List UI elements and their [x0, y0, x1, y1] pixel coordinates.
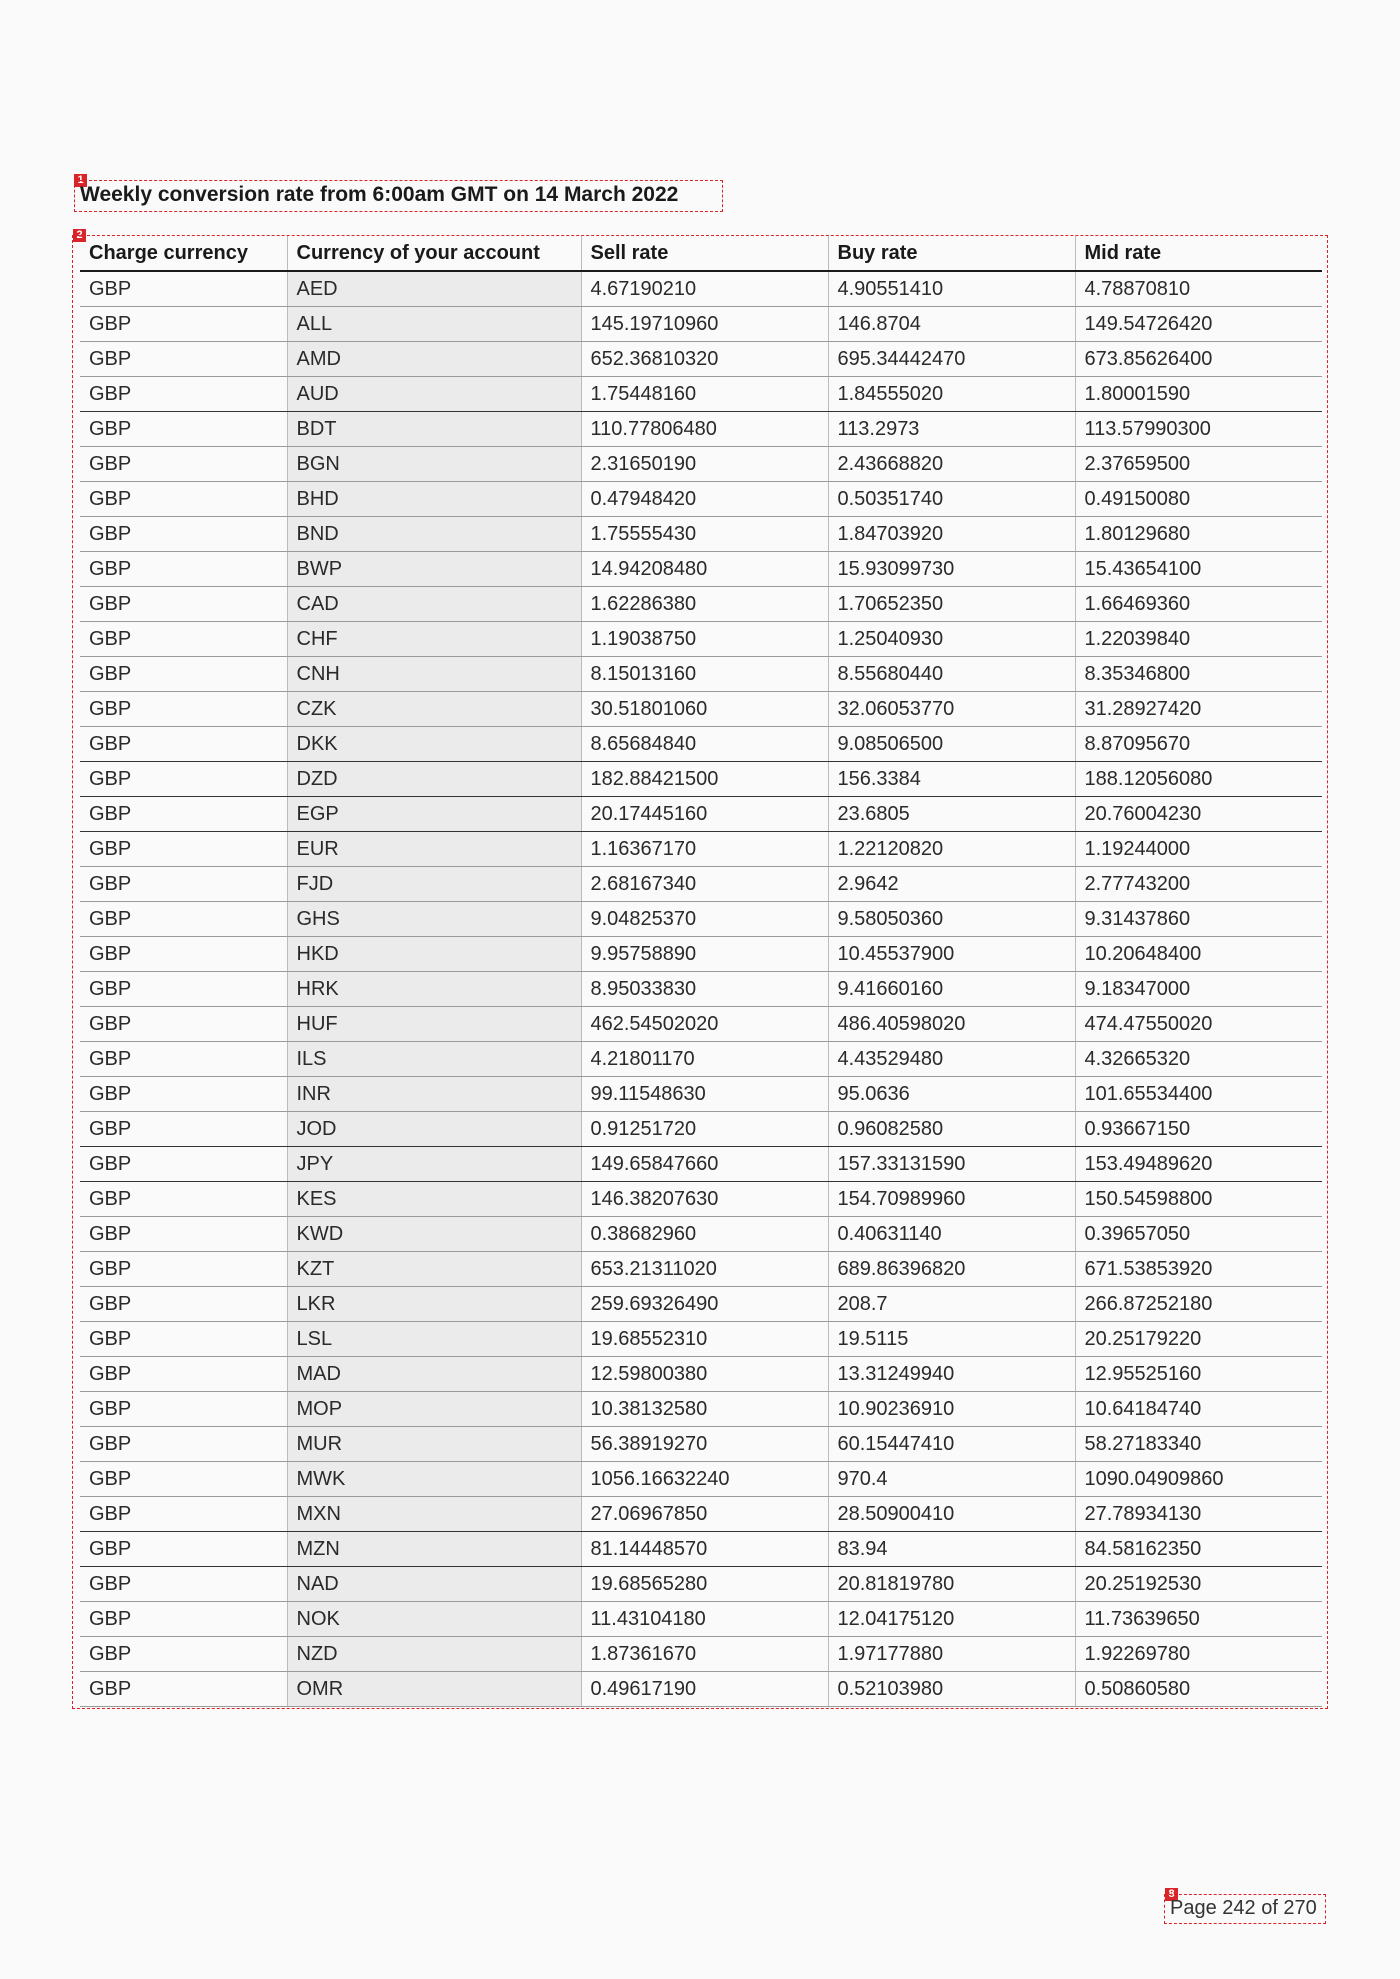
region-badge: 8: [1165, 1888, 1178, 1901]
buy-rate-cell: 157.33131590: [828, 1147, 1075, 1182]
charge-currency-cell: GBP: [80, 1217, 287, 1252]
charge-currency-cell: GBP: [80, 1567, 287, 1602]
account-currency-cell: CZK: [287, 692, 581, 727]
buy-rate-cell: 0.40631140: [828, 1217, 1075, 1252]
charge-currency-cell: GBP: [80, 1427, 287, 1462]
account-currency-cell: HKD: [287, 937, 581, 972]
mid-rate-cell: 671.53853920: [1075, 1252, 1322, 1287]
mid-rate-cell: 1.80001590: [1075, 377, 1322, 412]
sell-rate-cell: 462.54502020: [581, 1007, 828, 1042]
mid-rate-cell: 266.87252180: [1075, 1287, 1322, 1322]
sell-rate-cell: 8.15013160: [581, 657, 828, 692]
buy-rate-cell: 9.58050360: [828, 902, 1075, 937]
mid-rate-cell: 27.78934130: [1075, 1497, 1322, 1532]
account-currency-cell: MOP: [287, 1392, 581, 1427]
mid-rate-cell: 20.25192530: [1075, 1567, 1322, 1602]
buy-rate-cell: 9.41660160: [828, 972, 1075, 1007]
sell-rate-cell: 145.19710960: [581, 307, 828, 342]
charge-currency-cell: GBP: [80, 1252, 287, 1287]
table-row: [80, 867, 1322, 902]
mid-rate-cell: 10.64184740: [1075, 1392, 1322, 1427]
buy-rate-cell: 970.4: [828, 1462, 1075, 1497]
sell-rate-cell: 9.04825370: [581, 902, 828, 937]
buy-rate-cell: 28.50900410: [828, 1497, 1075, 1532]
charge-currency-cell: GBP: [80, 517, 287, 552]
buy-rate-cell: 32.06053770: [828, 692, 1075, 727]
account-currency-cell: ALL: [287, 307, 581, 342]
account-currency-cell: FJD: [287, 867, 581, 902]
sell-rate-cell: 19.68565280: [581, 1567, 828, 1602]
table-row: [80, 1637, 1322, 1672]
sell-rate-cell: 99.11548630: [581, 1077, 828, 1112]
account-currency-cell: KES: [287, 1182, 581, 1217]
sell-rate-cell: 259.69326490: [581, 1287, 828, 1322]
buy-rate-cell: 2.43668820: [828, 447, 1075, 482]
charge-currency-cell: GBP: [80, 1357, 287, 1392]
table-row: [80, 1287, 1322, 1322]
mid-rate-cell: 2.37659500: [1075, 447, 1322, 482]
sell-rate-cell: 9.95758890: [581, 937, 828, 972]
sell-rate-cell: 4.21801170: [581, 1042, 828, 1077]
mid-rate-cell: 8.87095670: [1075, 727, 1322, 762]
table-row: [80, 1322, 1322, 1357]
account-currency-cell: CHF: [287, 622, 581, 657]
buy-rate-cell: 4.90551410: [828, 271, 1075, 307]
charge-currency-cell: GBP: [80, 867, 287, 902]
mid-rate-cell: 20.76004230: [1075, 797, 1322, 832]
column-header-sell-rate: Sell rate: [581, 236, 828, 271]
sell-rate-cell: 0.47948420: [581, 482, 828, 517]
sell-rate-cell: 182.88421500: [581, 762, 828, 797]
charge-currency-cell: GBP: [80, 1077, 287, 1112]
table-row: [80, 797, 1322, 832]
account-currency-cell: MXN: [287, 1497, 581, 1532]
account-currency-cell: HRK: [287, 972, 581, 1007]
table-row: [80, 622, 1322, 657]
charge-currency-cell: GBP: [80, 1672, 287, 1707]
account-currency-cell: GHS: [287, 902, 581, 937]
charge-currency-cell: GBP: [80, 1007, 287, 1042]
column-header-account-currency: Currency of your account: [287, 236, 581, 271]
sell-rate-cell: 11.43104180: [581, 1602, 828, 1637]
charge-currency-cell: GBP: [80, 412, 287, 447]
charge-currency-cell: GBP: [80, 727, 287, 762]
charge-currency-cell: GBP: [80, 482, 287, 517]
account-currency-cell: LKR: [287, 1287, 581, 1322]
charge-currency-cell: GBP: [80, 972, 287, 1007]
table-row: [80, 1147, 1322, 1182]
charge-currency-cell: GBP: [80, 622, 287, 657]
sell-rate-cell: 1.75448160: [581, 377, 828, 412]
buy-rate-cell: 4.43529480: [828, 1042, 1075, 1077]
table-row: [80, 1252, 1322, 1287]
buy-rate-cell: 1.84555020: [828, 377, 1075, 412]
sell-rate-cell: 81.14448570: [581, 1532, 828, 1567]
table-row: [80, 1042, 1322, 1077]
sell-rate-cell: 4.67190210: [581, 271, 828, 307]
mid-rate-cell: 1.66469360: [1075, 587, 1322, 622]
table-row: [80, 482, 1322, 517]
account-currency-cell: DZD: [287, 762, 581, 797]
table-row: [80, 1567, 1322, 1602]
table-row: [80, 1392, 1322, 1427]
table-row: [80, 517, 1322, 552]
sell-rate-cell: 8.95033830: [581, 972, 828, 1007]
charge-currency-cell: GBP: [80, 1497, 287, 1532]
sell-rate-cell: 10.38132580: [581, 1392, 828, 1427]
table-row: [80, 412, 1322, 447]
region-badge: 2: [73, 229, 86, 242]
buy-rate-cell: 208.7: [828, 1287, 1075, 1322]
buy-rate-cell: 113.2973: [828, 412, 1075, 447]
sell-rate-cell: 1.87361670: [581, 1637, 828, 1672]
charge-currency-cell: GBP: [80, 937, 287, 972]
mid-rate-cell: 4.32665320: [1075, 1042, 1322, 1077]
charge-currency-cell: GBP: [80, 377, 287, 412]
buy-rate-cell: 1.84703920: [828, 517, 1075, 552]
sell-rate-cell: 14.94208480: [581, 552, 828, 587]
account-currency-cell: CAD: [287, 587, 581, 622]
sell-rate-cell: 19.68552310: [581, 1322, 828, 1357]
charge-currency-cell: GBP: [80, 271, 287, 307]
account-currency-cell: AED: [287, 271, 581, 307]
buy-rate-cell: 1.22120820: [828, 832, 1075, 867]
charge-currency-cell: GBP: [80, 1147, 287, 1182]
buy-rate-cell: 23.6805: [828, 797, 1075, 832]
table-row: [80, 307, 1322, 342]
table-row: [80, 727, 1322, 762]
account-currency-cell: LSL: [287, 1322, 581, 1357]
sell-rate-cell: 110.77806480: [581, 412, 828, 447]
charge-currency-cell: GBP: [80, 692, 287, 727]
account-currency-cell: BND: [287, 517, 581, 552]
account-currency-cell: KWD: [287, 1217, 581, 1252]
account-currency-cell: JOD: [287, 1112, 581, 1147]
column-header-charge-currency: Charge currency: [80, 236, 287, 271]
mid-rate-cell: 474.47550020: [1075, 1007, 1322, 1042]
table-row: [80, 832, 1322, 867]
sell-rate-cell: 0.49617190: [581, 1672, 828, 1707]
account-currency-cell: BHD: [287, 482, 581, 517]
buy-rate-cell: 154.70989960: [828, 1182, 1075, 1217]
table-row: [80, 377, 1322, 412]
mid-rate-cell: 9.31437860: [1075, 902, 1322, 937]
mid-rate-cell: 150.54598800: [1075, 1182, 1322, 1217]
charge-currency-cell: GBP: [80, 1182, 287, 1217]
buy-rate-cell: 695.34442470: [828, 342, 1075, 377]
table-row: [80, 552, 1322, 587]
mid-rate-cell: 113.57990300: [1075, 412, 1322, 447]
mid-rate-cell: 20.25179220: [1075, 1322, 1322, 1357]
charge-currency-cell: GBP: [80, 902, 287, 937]
page-title: Weekly conversion rate from 6:00am GMT on 14 March 2022: [80, 183, 679, 206]
mid-rate-cell: 11.73639650: [1075, 1602, 1322, 1637]
table-row: [80, 762, 1322, 797]
buy-rate-cell: 156.3384: [828, 762, 1075, 797]
account-currency-cell: CNH: [287, 657, 581, 692]
column-header-mid-rate: Mid rate: [1075, 236, 1322, 271]
charge-currency-cell: GBP: [80, 797, 287, 832]
mid-rate-cell: 2.77743200: [1075, 867, 1322, 902]
table-row: [80, 1602, 1322, 1637]
table-row: [80, 1532, 1322, 1567]
account-currency-cell: INR: [287, 1077, 581, 1112]
buy-rate-cell: 83.94: [828, 1532, 1075, 1567]
sell-rate-cell: 653.21311020: [581, 1252, 828, 1287]
mid-rate-cell: 1.92269780: [1075, 1637, 1322, 1672]
mid-rate-cell: 4.78870810: [1075, 271, 1322, 307]
mid-rate-cell: 1.22039840: [1075, 622, 1322, 657]
mid-rate-cell: 0.50860580: [1075, 1672, 1322, 1707]
charge-currency-cell: GBP: [80, 1392, 287, 1427]
sell-rate-cell: 27.06967850: [581, 1497, 828, 1532]
sell-rate-cell: 1.75555430: [581, 517, 828, 552]
table-row: [80, 902, 1322, 937]
table-row: [80, 1672, 1322, 1707]
table-row: [80, 1182, 1322, 1217]
charge-currency-cell: GBP: [80, 1637, 287, 1672]
mid-rate-cell: 673.85626400: [1075, 342, 1322, 377]
sell-rate-cell: 8.65684840: [581, 727, 828, 762]
account-currency-cell: DKK: [287, 727, 581, 762]
buy-rate-cell: 13.31249940: [828, 1357, 1075, 1392]
column-header-buy-rate: Buy rate: [828, 236, 1075, 271]
table-row: [80, 342, 1322, 377]
charge-currency-cell: GBP: [80, 552, 287, 587]
table-row: [80, 1007, 1322, 1042]
account-currency-cell: NOK: [287, 1602, 581, 1637]
sell-rate-cell: 56.38919270: [581, 1427, 828, 1462]
charge-currency-cell: GBP: [80, 1112, 287, 1147]
sell-rate-cell: 2.68167340: [581, 867, 828, 902]
charge-currency-cell: GBP: [80, 307, 287, 342]
sell-rate-cell: 1.16367170: [581, 832, 828, 867]
mid-rate-cell: 10.20648400: [1075, 937, 1322, 972]
charge-currency-cell: GBP: [80, 762, 287, 797]
table-header-row: [80, 236, 1322, 271]
mid-rate-cell: 58.27183340: [1075, 1427, 1322, 1462]
account-currency-cell: BWP: [287, 552, 581, 587]
charge-currency-cell: GBP: [80, 1532, 287, 1567]
mid-rate-cell: 15.43654100: [1075, 552, 1322, 587]
mid-rate-cell: 1090.04909860: [1075, 1462, 1322, 1497]
charge-currency-cell: GBP: [80, 587, 287, 622]
buy-rate-cell: 95.0636: [828, 1077, 1075, 1112]
sell-rate-cell: 30.51801060: [581, 692, 828, 727]
sell-rate-cell: 1.62286380: [581, 587, 828, 622]
charge-currency-cell: GBP: [80, 342, 287, 377]
sell-rate-cell: 20.17445160: [581, 797, 828, 832]
buy-rate-cell: 60.15447410: [828, 1427, 1075, 1462]
charge-currency-cell: GBP: [80, 1287, 287, 1322]
charge-currency-cell: GBP: [80, 447, 287, 482]
buy-rate-cell: 15.93099730: [828, 552, 1075, 587]
buy-rate-cell: 10.90236910: [828, 1392, 1075, 1427]
buy-rate-cell: 19.5115: [828, 1322, 1075, 1357]
buy-rate-cell: 9.08506500: [828, 727, 1075, 762]
account-currency-cell: NZD: [287, 1637, 581, 1672]
table-row: [80, 1217, 1322, 1252]
account-currency-cell: BGN: [287, 447, 581, 482]
sell-rate-cell: 0.38682960: [581, 1217, 828, 1252]
mid-rate-cell: 149.54726420: [1075, 307, 1322, 342]
region-badge: 1: [74, 174, 87, 187]
account-currency-cell: MUR: [287, 1427, 581, 1462]
table-row: [80, 1497, 1322, 1532]
conversion-rate-table: [80, 236, 1322, 1707]
buy-rate-cell: 0.52103980: [828, 1672, 1075, 1707]
buy-rate-cell: 1.70652350: [828, 587, 1075, 622]
table-row: [80, 1112, 1322, 1147]
mid-rate-cell: 9.18347000: [1075, 972, 1322, 1007]
sell-rate-cell: 0.91251720: [581, 1112, 828, 1147]
table-row: [80, 1077, 1322, 1112]
account-currency-cell: HUF: [287, 1007, 581, 1042]
sell-rate-cell: 2.31650190: [581, 447, 828, 482]
mid-rate-cell: 12.95525160: [1075, 1357, 1322, 1392]
mid-rate-cell: 1.19244000: [1075, 832, 1322, 867]
table-row: [80, 1427, 1322, 1462]
account-currency-cell: MAD: [287, 1357, 581, 1392]
charge-currency-cell: GBP: [80, 1042, 287, 1077]
table-row: [80, 1357, 1322, 1392]
table-row: [80, 271, 1322, 307]
sell-rate-cell: 146.38207630: [581, 1182, 828, 1217]
buy-rate-cell: 2.9642: [828, 867, 1075, 902]
table-row: [80, 937, 1322, 972]
buy-rate-cell: 8.55680440: [828, 657, 1075, 692]
account-currency-cell: MZN: [287, 1532, 581, 1567]
charge-currency-cell: GBP: [80, 1602, 287, 1637]
account-currency-cell: AMD: [287, 342, 581, 377]
charge-currency-cell: GBP: [80, 832, 287, 867]
buy-rate-cell: 486.40598020: [828, 1007, 1075, 1042]
charge-currency-cell: GBP: [80, 1462, 287, 1497]
buy-rate-cell: 10.45537900: [828, 937, 1075, 972]
buy-rate-cell: 0.96082580: [828, 1112, 1075, 1147]
account-currency-cell: NAD: [287, 1567, 581, 1602]
table-row: [80, 1462, 1322, 1497]
account-currency-cell: BDT: [287, 412, 581, 447]
mid-rate-cell: 1.80129680: [1075, 517, 1322, 552]
table-row: [80, 972, 1322, 1007]
sell-rate-cell: 1.19038750: [581, 622, 828, 657]
charge-currency-cell: GBP: [80, 1322, 287, 1357]
buy-rate-cell: 1.25040930: [828, 622, 1075, 657]
account-currency-cell: MWK: [287, 1462, 581, 1497]
buy-rate-cell: 20.81819780: [828, 1567, 1075, 1602]
buy-rate-cell: 689.86396820: [828, 1252, 1075, 1287]
sell-rate-cell: 652.36810320: [581, 342, 828, 377]
mid-rate-cell: 101.65534400: [1075, 1077, 1322, 1112]
buy-rate-cell: 0.50351740: [828, 482, 1075, 517]
charge-currency-cell: GBP: [80, 657, 287, 692]
table-row: [80, 587, 1322, 622]
table-row: [80, 657, 1322, 692]
sell-rate-cell: 149.65847660: [581, 1147, 828, 1182]
table-row: [80, 692, 1322, 727]
account-currency-cell: EUR: [287, 832, 581, 867]
account-currency-cell: JPY: [287, 1147, 581, 1182]
account-currency-cell: KZT: [287, 1252, 581, 1287]
account-currency-cell: OMR: [287, 1672, 581, 1707]
account-currency-cell: ILS: [287, 1042, 581, 1077]
mid-rate-cell: 0.49150080: [1075, 482, 1322, 517]
mid-rate-cell: 0.39657050: [1075, 1217, 1322, 1252]
buy-rate-cell: 146.8704: [828, 307, 1075, 342]
page-number: Page 242 of 270: [1170, 1897, 1317, 1919]
mid-rate-cell: 188.12056080: [1075, 762, 1322, 797]
mid-rate-cell: 8.35346800: [1075, 657, 1322, 692]
mid-rate-cell: 31.28927420: [1075, 692, 1322, 727]
table-row: [80, 447, 1322, 482]
sell-rate-cell: 12.59800380: [581, 1357, 828, 1392]
account-currency-cell: EGP: [287, 797, 581, 832]
buy-rate-cell: 12.04175120: [828, 1602, 1075, 1637]
buy-rate-cell: 1.97177880: [828, 1637, 1075, 1672]
mid-rate-cell: 0.93667150: [1075, 1112, 1322, 1147]
mid-rate-cell: 84.58162350: [1075, 1532, 1322, 1567]
account-currency-cell: AUD: [287, 377, 581, 412]
sell-rate-cell: 1056.16632240: [581, 1462, 828, 1497]
mid-rate-cell: 153.49489620: [1075, 1147, 1322, 1182]
